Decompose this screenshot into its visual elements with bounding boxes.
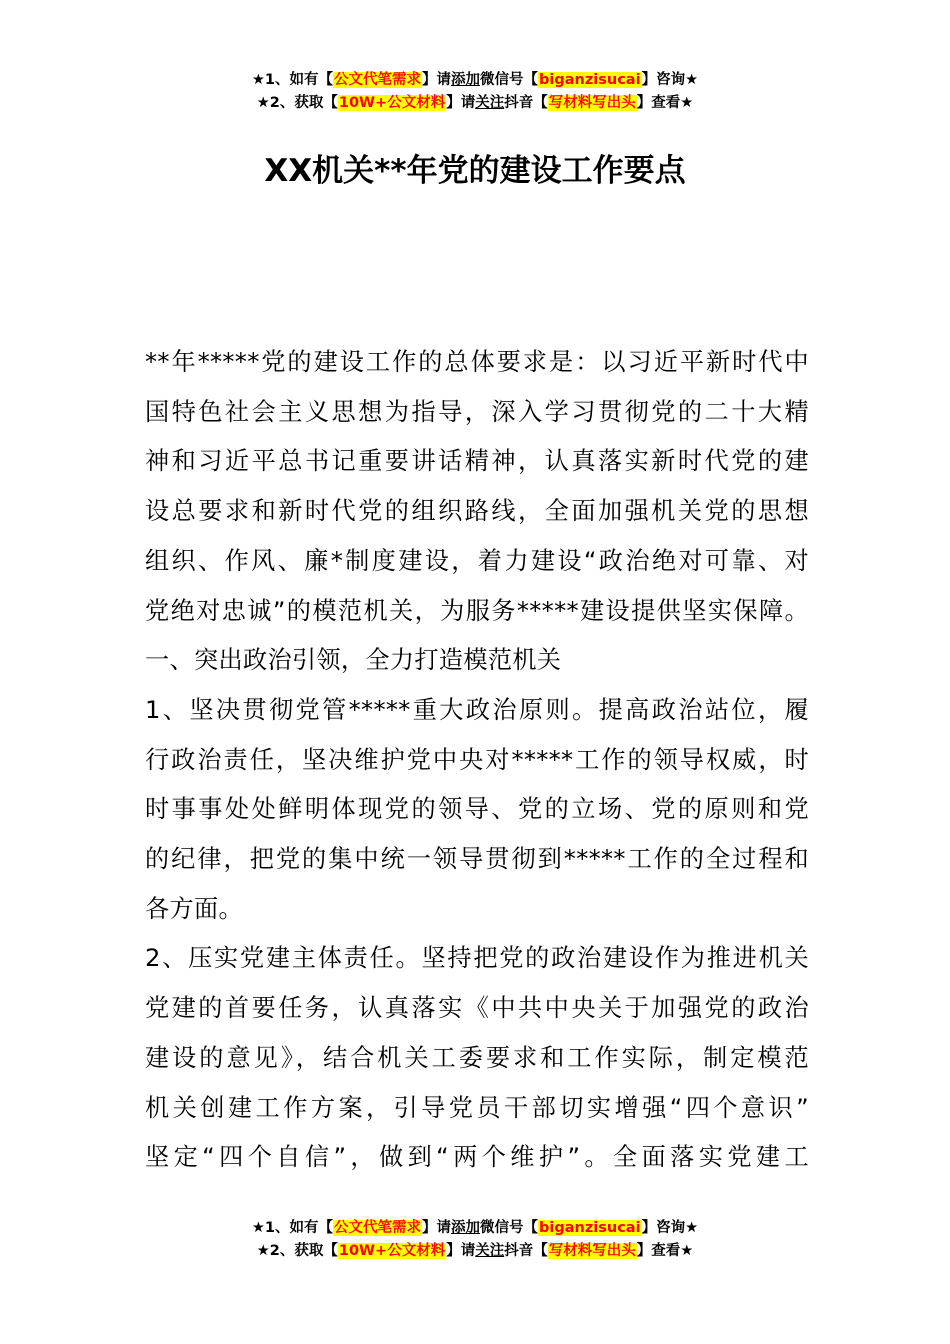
body-line: 神和习近平总书记重要讲话精神，认真落实新时代党的建 — [145, 447, 809, 476]
highlight-douyin-account: 写材料写出头 — [548, 1243, 636, 1259]
highlight-writing-service: 公文代笔需求 — [334, 72, 422, 88]
highlight-wechat-id: biganzisucai — [539, 72, 641, 88]
banner-line-1: ★1、如有【公文代笔需求】请添加微信号【biganzisucai】咨询★ — [251, 1220, 699, 1236]
highlight-materials: 10W+公文材料 — [338, 95, 446, 111]
document-body — [145, 338, 809, 1183]
body-line: 建设的意见》，结合机关工委要求和工作实际，制定模范 — [145, 1043, 809, 1072]
body-line: 坚定“四个自信”，做到“两个维护”。全面落实党建工 — [145, 1143, 809, 1172]
body-line: 行政治责任，坚决维护党中央对*****工作的领导权威，时 — [145, 745, 809, 774]
body-line: 时事事处处鲜明体现党的领导、党的立场、党的原则和党 — [145, 795, 809, 824]
body-line: 设总要求和新时代党的组织路线，全面加强机关党的思想 — [145, 497, 809, 526]
document-title: XX机关**年党的建设工作要点 — [264, 153, 686, 189]
body-line: 的纪律，把党的集中统一领导贯彻到*****工作的全过程和 — [145, 845, 809, 874]
body-line: 各方面。 — [145, 894, 243, 923]
footer-banner — [0, 1217, 950, 1263]
body-line: 2、压实党建主体责任。坚持把党的政治建设作为推进机关 — [145, 944, 809, 973]
highlight-douyin-account: 写材料写出头 — [548, 95, 636, 111]
header-banner — [0, 69, 950, 115]
body-line: 党建的首要任务，认真落实《中共中央关于加强党的政治 — [145, 994, 809, 1023]
banner-line-1: ★1、如有【公文代笔需求】请添加微信号【biganzisucai】咨询★ — [251, 72, 699, 88]
section-heading: 一、突出政治引领，全力打造模范机关 — [145, 646, 562, 675]
banner-line-2: ★2、获取【10W+公文材料】请关注抖音【写材料写出头】查看★ — [256, 1243, 694, 1259]
body-line: 国特色社会主义思想为指导，深入学习贯彻党的二十大精 — [145, 397, 809, 426]
highlight-wechat-id: biganzisucai — [539, 1220, 641, 1236]
body-line: 组织、作风、廉*制度建设，着力建设“政治绝对可靠、对 — [145, 546, 809, 575]
highlight-writing-service: 公文代笔需求 — [334, 1220, 422, 1236]
highlight-materials: 10W+公文材料 — [338, 1243, 446, 1259]
banner-line-2: ★2、获取【10W+公文材料】请关注抖音【写材料写出头】查看★ — [256, 95, 694, 111]
body-line: **年*****党的建设工作的总体要求是：以习近平新时代中 — [145, 348, 809, 376]
body-line: 党绝对忠诚”的模范机关，为服务*****建设提供坚实保障。 — [145, 596, 809, 625]
body-line: 1、坚决贯彻党管*****重大政治原则。提高政治站位，履 — [145, 695, 809, 724]
body-line: 机关创建工作方案，引导党员干部切实增强“四个意识” — [145, 1093, 809, 1122]
